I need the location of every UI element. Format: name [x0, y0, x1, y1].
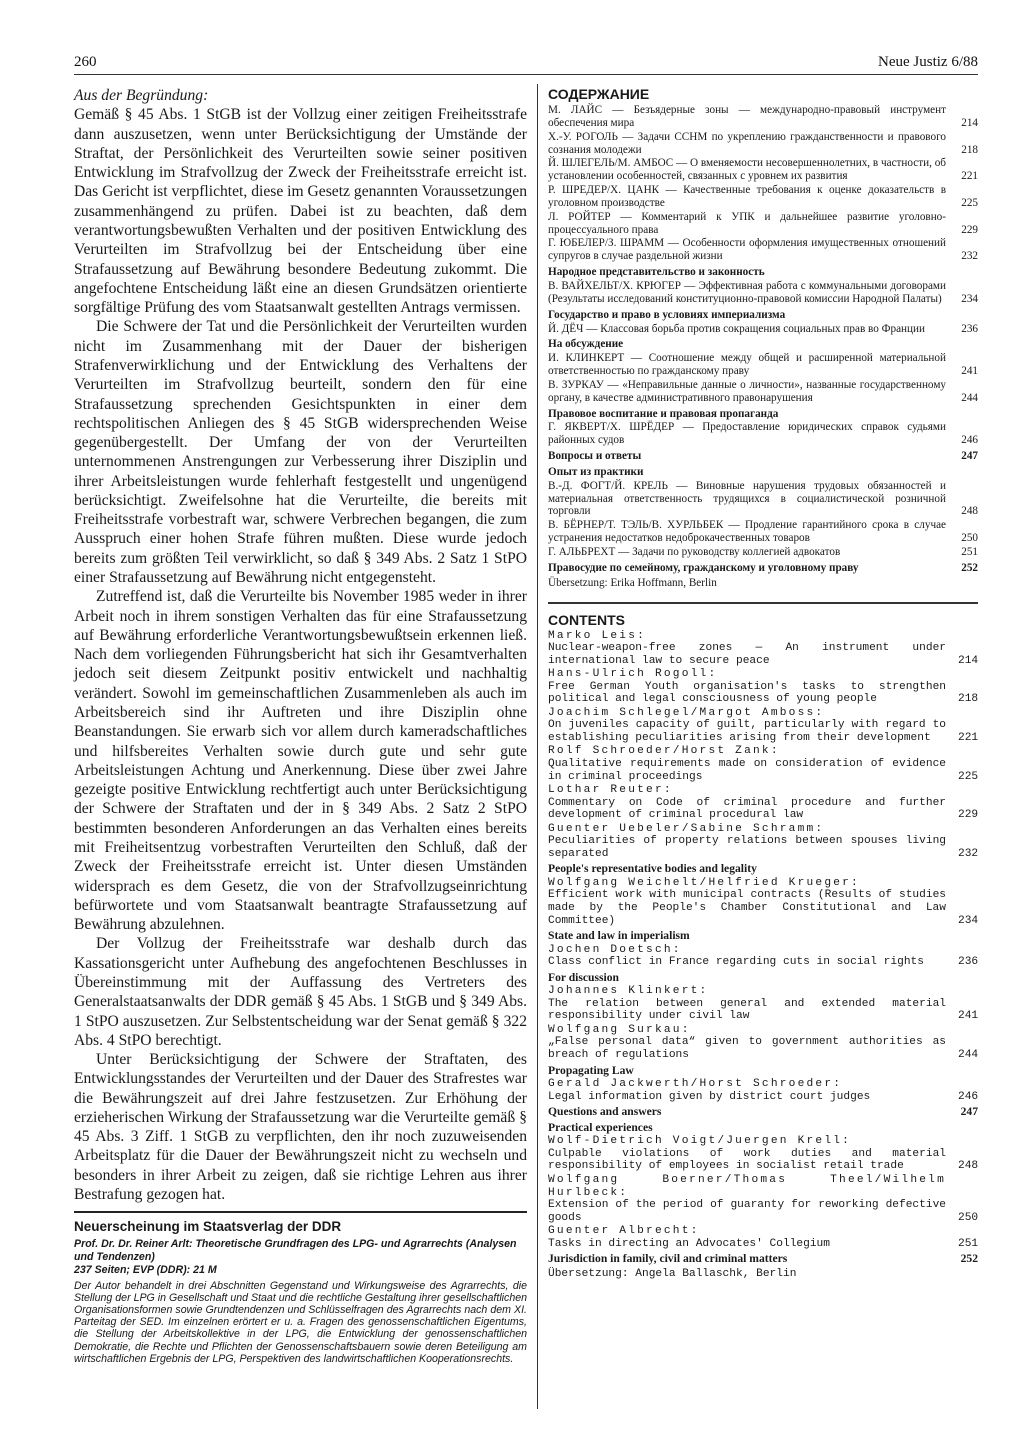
toc-entry-text — [548, 1225, 958, 1250]
toc-entry — [548, 707, 978, 745]
toc-page-number: 232 — [961, 250, 978, 263]
toc-entry-text — [548, 784, 958, 822]
toc-entry — [548, 519, 978, 545]
toc-page-number: 252 — [961, 561, 978, 574]
toc-entry-text — [548, 944, 958, 969]
toc-page-number: 248 — [961, 505, 978, 518]
toc-entry — [548, 1174, 978, 1224]
toc-entry-title: Culpable violations of work duties and material responsibility of employees in socialist retail trade — [548, 1147, 946, 1173]
toc-entry-author: Rolf Schroeder/Horst Zank: — [548, 745, 780, 758]
toc-page-number: 236 — [958, 956, 979, 969]
toc-en-translator: Übersetzung: Angela Ballaschk, Berlin — [548, 1267, 797, 1280]
right-column — [548, 86, 978, 1280]
toc-section-title: Правовое воспитание и правовая пропаганда — [548, 407, 779, 420]
toc-entry — [548, 480, 978, 519]
toc-section — [548, 466, 978, 479]
toc-page-number: 246 — [961, 434, 978, 447]
toc-section-title: Государство и право в условиях империализма — [548, 308, 786, 321]
toc-entry — [548, 184, 978, 210]
toc-page-number: 247 — [960, 1105, 978, 1119]
toc-entry-title: Class conflict in France regarding cuts in social rights — [548, 956, 924, 969]
toc-entry — [548, 630, 978, 668]
toc-entry-text: Л. РОЙТЕР — Комментарий к УПК и дальнейшее развитие уголовно-процессуального права — [548, 210, 946, 236]
toc-entry-text — [548, 1024, 958, 1062]
toc-entry — [548, 352, 978, 378]
left-column — [74, 86, 527, 1365]
toc-page-number: 251 — [958, 1237, 979, 1250]
toc-section-title: Jurisdiction in family, civil and criminal matters — [548, 1252, 788, 1266]
toc-page-number: 229 — [961, 223, 978, 236]
notice-bibliography: Prof. Dr. Dr. Reiner Arlt: Theoretische Grundfragen des LPG- und Agrarrechts (Analysen und Tendenzen) — [74, 1238, 517, 1263]
paragraph: Der Vollzug der Freiheitsstrafe war deshalb durch das Kassationsgericht unter Aufhebung des angefochtenen Beschlusses in Übereinstimmung mit der Auffassung des Vertreters des Generalstaatsanwalts der DDR gemäß § 45 Abs. 1 StGB und § 349 Abs. 1 StPO auszusetzen. Zur Selbstentscheidung war der Senat gemäß § 322 Abs. 4 StPO berechtigt. — [74, 935, 527, 1049]
toc-entry-title: Extension of the period of guaranty for reworking defective goods — [548, 1199, 946, 1224]
toc-entry — [548, 237, 978, 263]
toc-entry-title: Legal information given by district court judges — [548, 1090, 871, 1103]
toc-en-list — [548, 630, 978, 1266]
toc-entry-text: М. ЛАЙС — Безъядерные зоны — международно-правовый инструмент обеспечения мира — [548, 104, 946, 129]
toc-page-number: 225 — [961, 196, 978, 209]
toc-page-number: 229 — [958, 809, 979, 822]
toc-entry-text: Г. ЮБЕЛЕР/З. ШРАММ — Особенности оформления имущественных отношений супругов в случае раздельной жизни — [548, 237, 946, 263]
toc-page-number: 244 — [961, 391, 978, 404]
toc-entry-title: Efficient work with municipal contracts (Results of studies made by the People's Chamber Constitutional and Law Committee) — [548, 889, 946, 927]
toc-entry-text: Р. ШРЕДЕР/Х. ЦАНК — Качественные требования к оценке доказательств в уголовном производстве — [548, 184, 946, 209]
toc-entry-author: Wolfgang Surkau: — [548, 1023, 691, 1036]
toc-section — [548, 1253, 978, 1266]
notice-pages-price: 237 Seiten; EVP (DDR): 21 M — [74, 1263, 217, 1276]
toc-entry — [548, 985, 978, 1023]
toc-section — [548, 972, 978, 985]
toc-entry-title: Peculiarities of property relations between spouses living separated — [548, 835, 946, 860]
toc-entry-text: В. ЗУРКАУ — «Неправильные данные о личности», названные государственному органу, в качестве административного правонарушения — [548, 378, 946, 404]
toc-section — [548, 266, 978, 279]
toc-entry-text — [548, 707, 958, 745]
toc-entry — [548, 104, 978, 130]
toc-page-number: 234 — [958, 914, 979, 927]
toc-section-title: For discussion — [548, 970, 619, 984]
toc-entry-author: Wolfgang Weichelt/Helfried Krueger: — [548, 876, 860, 889]
toc-entry — [548, 280, 978, 306]
toc-entry-title: Qualitative requirements made on consideration of evidence in criminal proceedings — [548, 758, 946, 783]
toc-page-number: 234 — [961, 292, 978, 305]
paragraph: Zutreffend ist, daß die Verurteilte bis November 1985 weder in ihrer Arbeit noch in ihrem sonstigen Verhalten das für eine Strafaussetzung auf Bewährung erforderliche Verantwortungsbewußtsein erkennen ließ. Nach dem vorliegenden Führungsbericht hat sich ihr Gesamtverhalten jedoch seit diesem Zeitpunkt positiv entwickelt und nachhaltig verändert. Sowohl im gemeinschaftlichen Zusammenleben als auch im Arbeitsbereich sind ihr Auftreten und ihre Disziplin ohne Beanstandungen. Sie erwarb sich vor allem durch kameradschaftliches und hilfsbereites Verhalten sowie durch gute und sehr gute Arbeitsleistungen Achtung und Anerkennung. Diese über zwei Jahre gezeigte positive Entwicklung rechtfertigt auch unter Berücksichtigung der Schwere der Straftaten und der in § 349 Abs. 2 Satz 2 StPO bestimmten besonderen Anforderungen an das Verhalten eines bereits mit Freiheitsentzug vorbestraften Verurteilten den Schluß, daß der Zweck der Freiheitsstrafe erreicht ist. Unter diesen Umständen widersprach es dem Gesetz, die von der Strafvollzugseinrichtung befürwortete und vom Staatsanwalt beantragte Strafaussetzung auf Bewährung abzulehnen. — [74, 588, 527, 934]
toc-entry — [548, 546, 978, 559]
toc-entry — [548, 823, 978, 861]
toc-page-number: 241 — [961, 365, 978, 378]
toc-entry-text: В. БЁРНЕР/Т. ТЭЛЬ/В. ХУРЛЬБЕК — Продление гарантийного срока в случае устранения недостатков недоброкачественных товаров — [548, 519, 946, 545]
toc-entry — [548, 131, 978, 157]
toc-entry-author: Hans-Ulrich Rogoll: — [548, 668, 718, 681]
toc-entry-title: Tasks in directing an Advocates' Collegium — [548, 1237, 830, 1250]
toc-entry — [548, 784, 978, 822]
toc-page-number: 247 — [961, 450, 978, 463]
toc-entry-text: В.-Д. ФОГТ/Й. КРЕЛЬ — Виновные нарушения трудовых обязанностей и материальная ответственность трудящихся в социалистической розничной торговли — [548, 479, 946, 518]
toc-section-title: Вопросы и ответы — [548, 450, 642, 463]
toc-entry — [548, 745, 978, 783]
toc-page-number: 246 — [958, 1090, 979, 1103]
toc-section — [548, 930, 978, 943]
toc-entry-author: Gerald Jackwerth/Horst Schroeder: — [548, 1078, 843, 1091]
toc-page-number: 225 — [958, 770, 979, 783]
toc-entry — [548, 1225, 978, 1250]
toc-page-number: 250 — [961, 532, 978, 545]
toc-entry-author: Marko Leis: — [548, 629, 647, 642]
toc-entry-text — [548, 1135, 958, 1173]
journal-issue: Neue Justiz 6/88 — [878, 54, 978, 70]
toc-en-heading: CONTENTS — [548, 611, 625, 628]
toc-entry-title: Commentary on Code of criminal procedure and further development of criminal procedural law — [548, 796, 946, 822]
toc-entry — [548, 1135, 978, 1173]
toc-page-number: 221 — [961, 170, 978, 183]
toc-ru-heading: СОДЕРЖАНИЕ — [548, 86, 650, 102]
column-divider — [537, 84, 538, 1409]
toc-ru-list — [548, 104, 978, 575]
toc-entry-text: Х.-У. РОГОЛЬ — Задачи ССНМ по укреплению гражданственности и правового сознания молодежи — [548, 130, 946, 156]
toc-section — [548, 863, 978, 876]
toc-page-number: 218 — [958, 693, 979, 706]
toc-entry-text — [548, 877, 958, 927]
toc-page-number: 248 — [958, 1160, 979, 1173]
reasoning-caption: Aus der Begründung: — [74, 87, 209, 104]
toc-section — [548, 450, 978, 463]
toc-section — [548, 1106, 978, 1119]
toc-section — [548, 1065, 978, 1078]
paragraph: Unter Berücksichtigung der Schwere der Straftaten, des Entwicklungsstandes der Verurteilten und der Dauer des Strafrestes war die Bewährungszeit auf drei Jahre festzusetzen. Zur Erhöhung der erzieherischen Wirkung der Strafaussetzung war die Verurteilte gemäß § 45 Abs. 3 Ziff. 1 StGB zu verpflichten, den ihr noch zuzuweisenden Arbeitsplatz für die Dauer der Bewährungszeit nicht zu wechseln und besonders in ihrer Arbeit zu zeigen, daß sie richtige Lehren aus ihrer Bestrafung gezogen hat. — [74, 1051, 527, 1204]
toc-entry — [548, 877, 978, 927]
toc-section-title: На обсуждение — [548, 338, 624, 351]
toc-separator — [548, 602, 978, 604]
toc-entry-text — [548, 985, 958, 1023]
toc-entry — [548, 944, 978, 969]
toc-page-number: 241 — [958, 1010, 979, 1023]
toc-entry-author: Joachim Schlegel/Margot Amboss: — [548, 706, 825, 719]
reasoning-text — [74, 105, 527, 1204]
toc-page-number: 252 — [960, 1252, 978, 1266]
toc-section-title: Народное представительство и законность — [548, 266, 765, 279]
toc-section — [548, 1122, 978, 1135]
toc-entry — [548, 421, 978, 447]
toc-page-number: 218 — [961, 143, 978, 156]
page-number: 260 — [74, 54, 97, 70]
toc-entry-text — [548, 823, 958, 861]
toc-section — [548, 562, 978, 575]
toc-entry-text — [548, 630, 958, 668]
notice-description: Der Autor behandelt in drei Abschnitten Gegenstand und Wirkungsweise des Agrarrechts, die Stellung der LPG in Gesellschaft und Staat und die rechtliche Gestaltung ihrer gesellschaftlichen Organisationsformen sowie Grundtendenzen und Schlüsselfragen des Agrarrechts nach dem XI. Parteitag der SED. Im einzelnen erörtert er u. a. Fragen des genossenschaftlichen Eigentums, die Stellung der Arbeitskollektive in der LPG, die Entwicklung der genossenschaftlichen Demokratie, die Rechte und Pflichten der Genossenschaftsbauern sowie deren Beteiligung am wirtschaftlichen Ergebnis der LPG, Perspektiven des landwirtschaftlichen Kooperationsrechts. — [74, 1279, 527, 1365]
toc-entry-text — [548, 1174, 958, 1224]
toc-page-number: 221 — [958, 731, 979, 744]
toc-page-number: 251 — [961, 546, 978, 558]
toc-entry — [548, 211, 978, 237]
toc-section-title: Правосудие по семейному, гражданскому и уголовному праву — [548, 561, 859, 574]
paragraph: Die Schwere der Tat und die Persönlichkeit der Verurteilten wurden nicht im Zusammenhang mit der Dauer der bisherigen Strafenverwirklichung und der Entwicklung des Verhaltens der Verurteilten im Strafvollzug beurteilt, sondern den für eine Strafaussetzung sprechenden Gesichtspunkten in einer dem rechtspolitischen Anliegen des § 45 StGB widersprechenden Weise gegenübergestellt. Der Umfang der von der Verurteilten unternommenen Anstrengungen zur Verbesserung ihrer Disziplin und ihrer Arbeitsleistungen wurde fehlerhaft festgestellt und ungenügend berücksichtigt. Zweifelsohne hat die Verurteilte, die bereits mit Freiheitsstrafe vorbestraft war, schwere Verbrechen begangen, die zum Ausspruch einer hohen Strafe führen mußten. Diese wurde jedoch bereits zum größten Teil verwirklicht, so daß § 349 Abs. 2 Satz 1 StPO einer Strafaussetzung auf Bewährung nicht entgegensteht. — [74, 318, 527, 587]
toc-entry-text — [548, 668, 958, 706]
toc-entry-author: Lothar Reuter: — [548, 784, 673, 797]
toc-entry-title: „False personal data“ given to government authorities as breach of regulations — [548, 1036, 946, 1062]
toc-entry-text: Г. ЯКВЕРТ/Х. ШРЁДЕР — Предоставление юридических справок судьями районных судов — [548, 421, 946, 447]
toc-entry-author: Guenter Uebeler/Sabine Schramm: — [548, 822, 825, 835]
toc-entry — [548, 157, 978, 183]
toc-section-title: Propagating Law — [548, 1063, 634, 1077]
toc-section-title: People's representative bodies and legality — [548, 862, 757, 876]
toc-section — [548, 309, 978, 322]
notice-title: Neuerscheinung im Staatsverlag der DDR — [74, 1219, 342, 1235]
toc-page-number: 236 — [961, 322, 978, 335]
toc-section-title: Опыт из практики — [548, 465, 644, 478]
toc-entry-text — [548, 745, 958, 783]
toc-page-number: 244 — [958, 1049, 979, 1062]
toc-entry-text — [548, 1078, 958, 1103]
paragraph: Gemäß § 45 Abs. 1 StGB ist der Vollzug einer zeitigen Freiheitsstrafe dann auszusetzen, wenn unter Berücksichtigung der Umstände der Straftat, der Persönlichkeit des Verurteilten sowie seiner positiven Entwicklung im Strafvollzug der Zweck der Freiheitsstrafe erreicht ist. Das Gericht ist verpflichtet, diese im Gesetz genannten Voraussetzungen zusammenhängend zu prüfen. Dabei ist zu beachten, daß dem verantwortungsbewußten Verhalten und der positiven Entwicklung des Verurteilten im Strafvollzug bei der Entscheidung über eine Strafaussetzung auf Bewährung besondere Bedeutung zukommt. Die angefochtene Entscheidung läßt eine an diesen Grundsätzen orientierte sorgfältige Prüfung des vom Staatsanwalt gestellten Antrags vermissen. — [74, 106, 527, 317]
toc-entry — [548, 379, 978, 405]
toc-entry-text: И. КЛИНКЕРТ — Соотношение между общей и расширенной материальной ответственностью по гражданскому праву — [548, 352, 946, 378]
toc-entry-author: Wolfgang Boerner/Thomas Theel/Wilhelm Hurlbeck: — [548, 1173, 946, 1199]
toc-entry — [548, 1078, 978, 1103]
toc-section-title: State and law in imperialism — [548, 929, 690, 943]
toc-entry-author: Wolf-Dietrich Voigt/Juergen Krell: — [548, 1135, 852, 1148]
notice-rule — [74, 1211, 527, 1213]
toc-entry — [548, 1024, 978, 1062]
toc-entry-title: The relation between general and extended material responsibility under civil law — [548, 997, 946, 1023]
toc-entry — [548, 323, 978, 336]
toc-entry-text: Й. ДЁЧ — Классовая борьба против сокращения социальных прав во Франции — [548, 322, 925, 335]
toc-entry-author: Johannes Klinkert: — [548, 985, 709, 998]
toc-entry-author: Jochen Doetsch: — [548, 943, 682, 956]
toc-section — [548, 338, 978, 351]
toc-page-number: 250 — [958, 1211, 979, 1224]
toc-entry-title: Free German Youth organisation's tasks to strengthen political and legal consciousness of young people — [548, 680, 946, 706]
toc-entry — [548, 668, 978, 706]
toc-section — [548, 408, 978, 421]
toc-entry-title: On juveniles capacity of guilt, particularly with regard to establishing peculiarities arising from their development — [548, 719, 946, 744]
toc-section-title: Practical experiences — [548, 1120, 653, 1134]
toc-section-title: Questions and answers — [548, 1105, 662, 1119]
toc-page-number: 214 — [958, 654, 979, 667]
toc-entry-text: В. ВАЙХЕЛЬТ/Х. КРЮГЕР — Эффективная работа с коммунальными договорами (Результаты исследований конституционно-правовой комиссии Народной Палаты) — [548, 279, 946, 305]
toc-entry-text: Г. АЛЬБРЕХТ — Задачи по руководству коллегией адвокатов — [548, 546, 841, 558]
toc-page-number: 214 — [961, 116, 978, 129]
toc-page-number: 232 — [958, 847, 979, 860]
toc-entry-text: Й. ШЛЕГЕЛЬ/М. АМБОС — О вменяемости несовершеннолетних, в частности, об установлении особенностей, связанных с уровнем их развития — [548, 157, 947, 183]
toc-entry-title: Nuclear-weapon-free zones — An instrument under international law to secure peace — [548, 642, 946, 667]
toc-entry-author: Guenter Albrecht: — [548, 1225, 700, 1238]
publisher-notice — [74, 1219, 527, 1365]
header-rule — [74, 74, 978, 75]
toc-ru-translator: Übersetzung: Erika Hoffmann, Berlin — [548, 576, 717, 589]
